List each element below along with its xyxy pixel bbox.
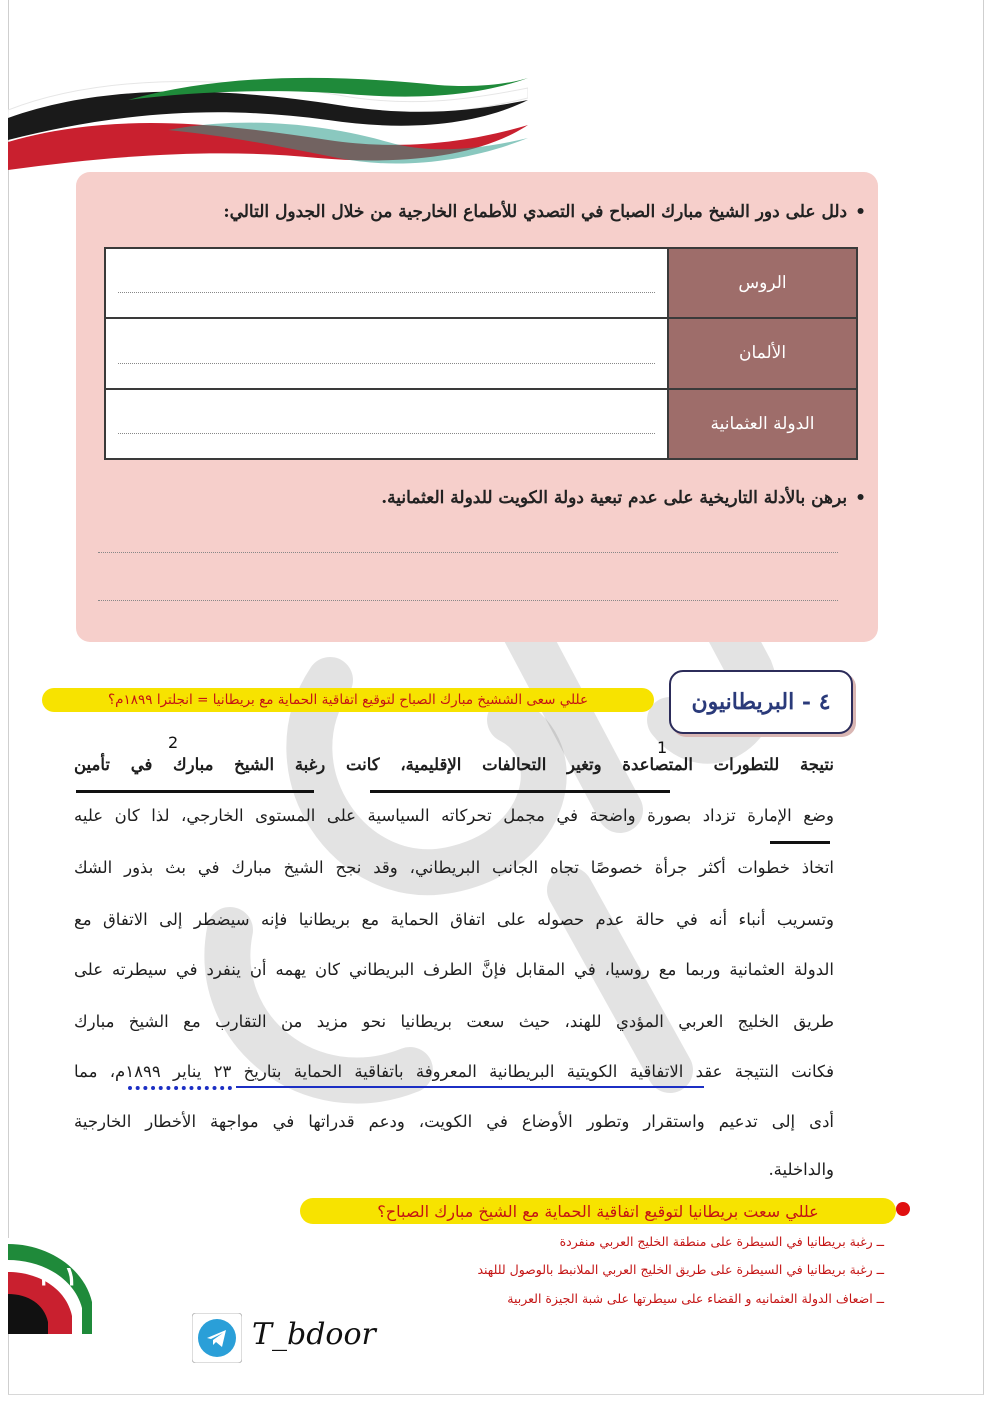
question-ottoman-independence bbox=[381, 488, 866, 508]
paragraph-line: اتخاذ خطوات أكثر جرأة خصوصًا تجاه الجانب البريطاني، وقد نجح الشيخ مبارك في بث بذور الشك bbox=[74, 858, 834, 877]
answer-point: ــ رغبة بريطانيا في السيطرة على طريق الخليج العربي الملانبط بالوصول لللهند bbox=[477, 1262, 884, 1277]
answer-question: عللي سعت بريطانيا لتوقيع اتفاقية الحماية مع الشيخ مبارك الصباح؟ bbox=[300, 1198, 896, 1224]
answer-cell-ottoman[interactable] bbox=[105, 389, 668, 459]
paragraph-line: وتسريب أنباء أنه في حالة عدم حصوله على اتفاق الحماية مع بريطانيا فإنه سيضطر إلى الاتفاق مع bbox=[74, 910, 834, 929]
underline-mark-blue bbox=[236, 1086, 704, 1088]
dotted-line bbox=[118, 363, 655, 364]
dotted-underline-blue bbox=[128, 1086, 232, 1090]
answer-point: ــ اضعاف الدولة العثمانيه و القضاء على سيطرتها على شبة الجيزة العربية bbox=[507, 1291, 884, 1306]
paragraph-line: فكانت النتيجة عقد الاتفاقية الكويتية البريطانية المعروفة باتفاقية الحماية بتاريخ ٢٣ يناير ١٨٩٩م، مما bbox=[74, 1062, 834, 1081]
paragraph-line: نتيجة للتطورات المتصاعدة وتغير التحالفات الإقليمية، كانت رغبة الشيخ مبارك في تأمين bbox=[74, 755, 834, 774]
powers-table bbox=[104, 247, 858, 460]
row-label-ottoman: الدولة العثمانية bbox=[668, 389, 857, 459]
dotted-line bbox=[118, 433, 655, 434]
question-text: دلل على دور الشيخ مبارك الصباح في التصدي للأطماع الخارجية من خلال الجدول التالي: bbox=[223, 202, 848, 222]
section-title-british: ٤ - البريطانيون bbox=[669, 670, 853, 734]
page-number: ١٠١ bbox=[36, 1262, 78, 1292]
answer-point: ــ رغبة بريطانيا في السيطرة على منطقة الخليج العربي منفردة bbox=[559, 1234, 884, 1249]
bullet-icon: • bbox=[855, 488, 866, 508]
answer-cell-russians[interactable] bbox=[105, 248, 668, 318]
underline-mark bbox=[370, 790, 670, 793]
dotted-line bbox=[118, 292, 655, 293]
paragraph-line: أدى إلى تدعيم واستقرار وتطور الأوضاع في الكويت، ودعم قدراتها في مواجهة الأخطار الخارجية bbox=[74, 1112, 834, 1131]
annotation-number-2: 2 bbox=[168, 733, 179, 752]
paragraph-line: والداخلية. bbox=[768, 1160, 834, 1179]
question-text: برهن بالأدلة التاريخية على عدم تبعية دولة الكويت للدولة العثمانية. bbox=[381, 488, 848, 508]
telegram-handle[interactable]: T_bdoor bbox=[252, 1317, 376, 1352]
annotation-number-1: 1 bbox=[657, 738, 668, 757]
paragraph-line: وضع الإمارة تزداد بصورة واضحة في مجمل تحركاته السياسية على المستوى الخارجي، لذا كان عليه bbox=[74, 806, 834, 825]
table-row bbox=[105, 389, 857, 459]
highlighted-question: عللي سعى الششيخ مبارك الصباح لتوقيع اتفاقية الحماية مع بريطانيا = انجلترا ١٨٩٩م؟ bbox=[42, 688, 654, 712]
underline-mark bbox=[770, 841, 830, 844]
underline-mark bbox=[76, 790, 314, 793]
flag-ribbon-decoration bbox=[8, 70, 528, 180]
paragraph-line: طريق الخليج العربي المؤدي للهند، حيث سعت بريطانيا نحو مزيد من التقارب مع الشيخ مبارك bbox=[74, 1012, 834, 1031]
row-label-germans: الألمان bbox=[668, 318, 857, 388]
answer-rule-2[interactable] bbox=[98, 600, 838, 601]
answer-rule-1[interactable] bbox=[98, 552, 838, 553]
question-role-table bbox=[223, 202, 866, 222]
table-row bbox=[105, 248, 857, 318]
red-bullet-icon bbox=[896, 1202, 910, 1216]
row-label-russians: الروس bbox=[668, 248, 857, 318]
telegram-icon[interactable] bbox=[192, 1313, 242, 1363]
table-row bbox=[105, 318, 857, 388]
paragraph-line: الدولة العثمانية وربما مع روسيا، في المقابل فإنَّ الطرف البريطاني كان يهمه أن ينفرد في سيطرته على bbox=[74, 960, 834, 979]
bullet-icon: • bbox=[855, 202, 866, 222]
answer-cell-germans[interactable] bbox=[105, 318, 668, 388]
